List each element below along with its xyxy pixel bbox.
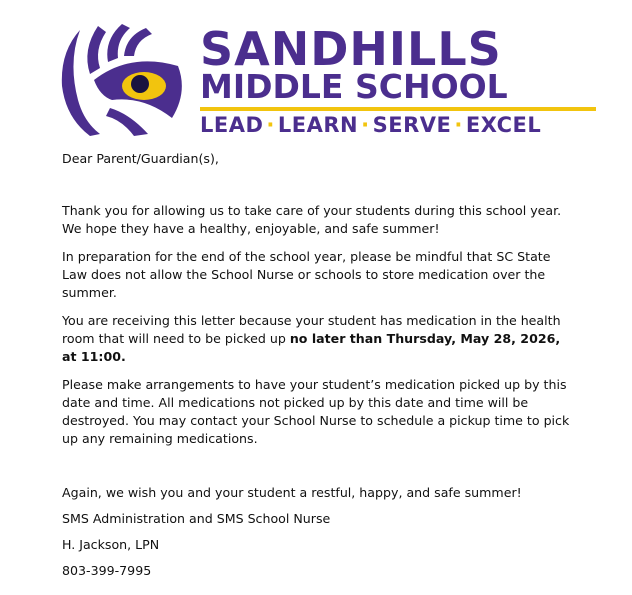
gold-divider <box>200 107 596 111</box>
school-motto <box>200 113 600 137</box>
signature-name: H. Jackson, LPN <box>62 537 160 552</box>
phone-number: 803-399-7995 <box>62 563 152 578</box>
pickup-text: You are receiving this letter because your student has medication in the health room that will need to be picked up <box>62 313 561 346</box>
motto-word: LEARN <box>277 113 359 137</box>
greeting: Dear Parent/Guardian(s), <box>62 151 219 166</box>
paragraph-pickup-deadline <box>62 312 572 366</box>
closing: Again, we wish you and your student a restful, happy, and safe summer! <box>62 485 522 500</box>
motto-dot: · <box>361 113 370 137</box>
motto-dot: · <box>266 113 275 137</box>
pickup-deadline: no later than Thursday, May 28, 2026, at 11:00. <box>62 331 561 364</box>
motto-dot: · <box>454 113 463 137</box>
motto-word: SERVE <box>372 113 452 137</box>
letter-body <box>62 150 572 588</box>
paragraph-state-law: In preparation for the end of the school year, please be mindful that SC State Law does not allow the School Nurse or schools to store medication over the summer. <box>62 249 551 300</box>
spacer <box>62 458 572 484</box>
paragraph-arrangements: Please make arrangements to have your student’s medication picked up by this date and time. All medications not picked up by this date and time will be destroyed. You may contact your School Nurse to schedule a pickup time to pick up any remaining medications. <box>62 377 570 446</box>
signature-office: SMS Administration and SMS School Nurse <box>62 511 331 526</box>
school-name-line2: MIDDLE SCHOOL <box>200 67 508 106</box>
paragraph-thanks: Thank you for allowing us to take care of your students during this school year. We hope they have a healthy, enjoyable, and safe summer! <box>62 203 562 236</box>
motto-word: EXCEL <box>465 113 542 137</box>
tiger-eye-logo-icon <box>60 22 190 142</box>
school-name-line1: SANDHILLS <box>200 22 502 76</box>
letterhead <box>0 0 632 145</box>
motto-word: LEAD <box>200 113 264 137</box>
